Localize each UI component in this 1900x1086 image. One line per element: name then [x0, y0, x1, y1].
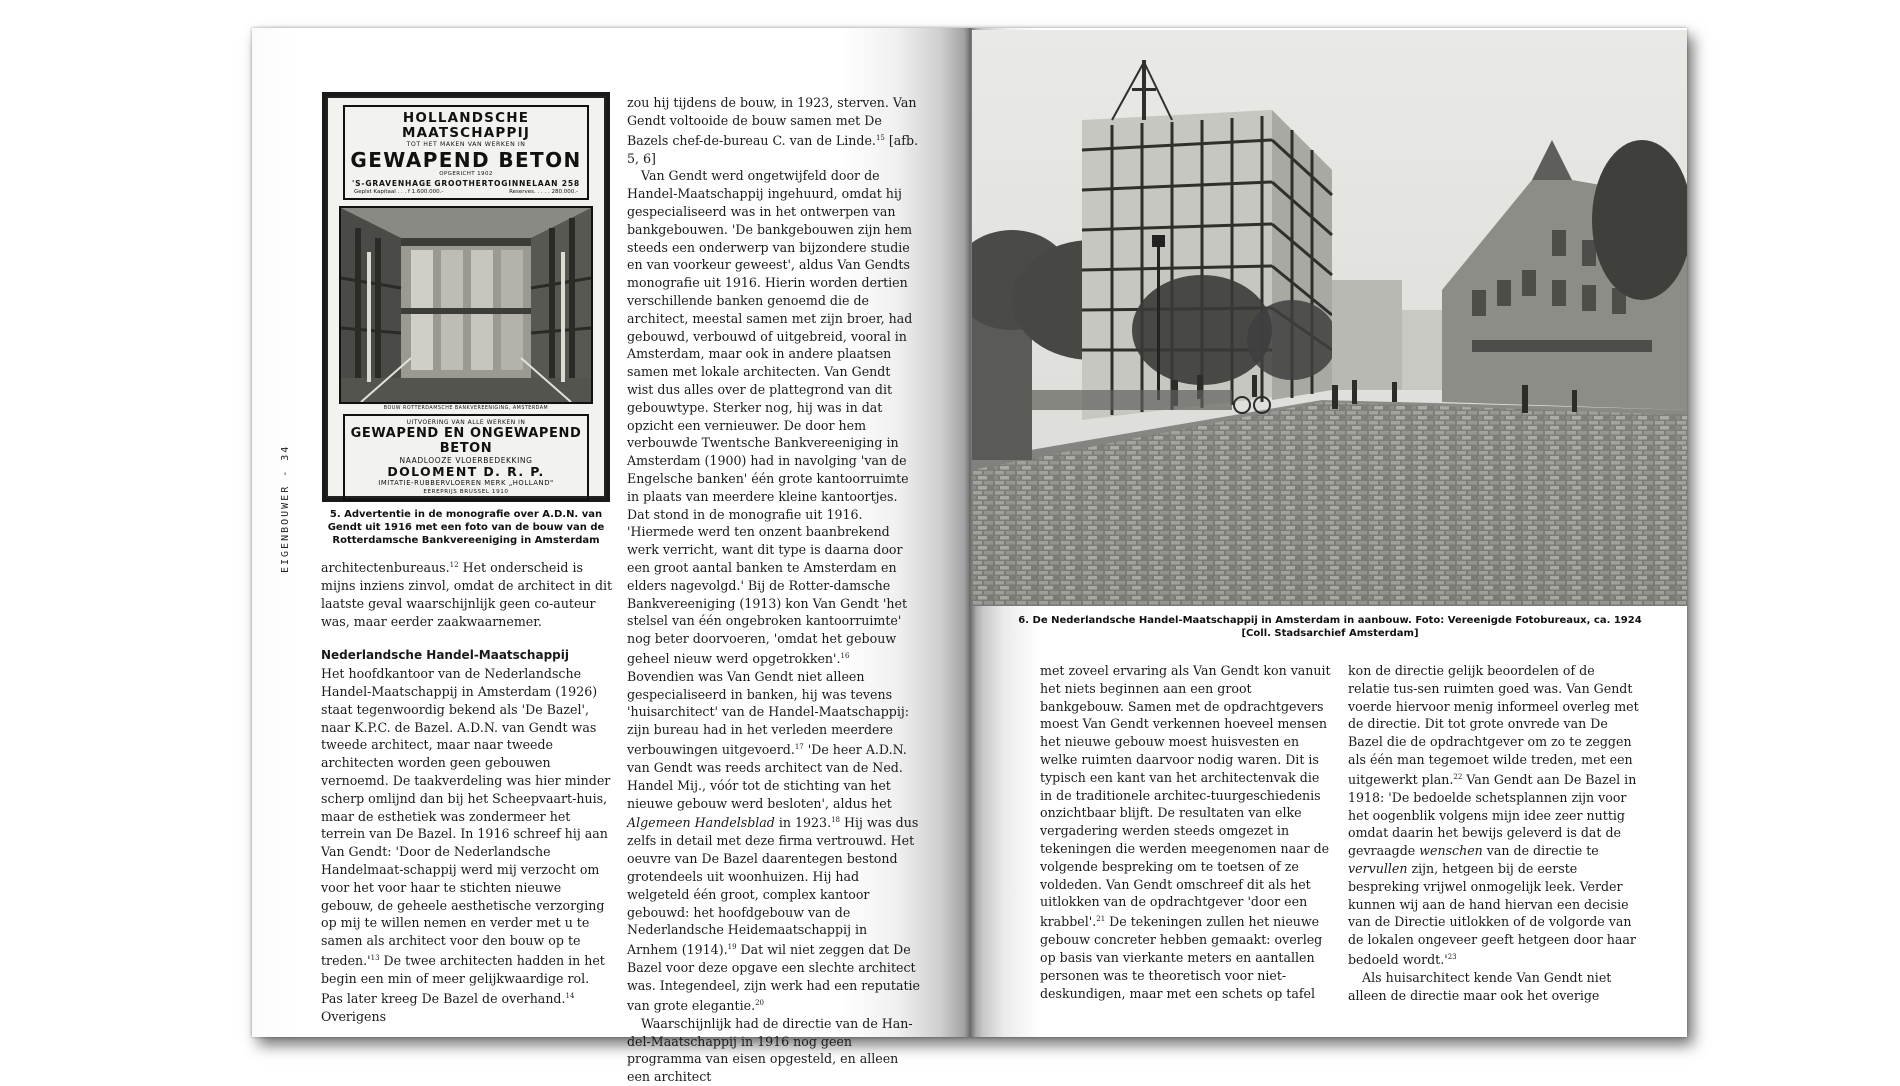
footnote-ref: 22	[1453, 772, 1463, 781]
figure-6-caption	[980, 614, 1680, 640]
left-column-1	[321, 557, 613, 1025]
paragraph: Waarschijnlijk had de directie van de Han-del-Maatschappij in 1916 nog geen programma van eisen opgesteld, en alleen een architect	[627, 1015, 913, 1085]
advert-city: 'S-GRAVENHAGE	[352, 179, 432, 188]
footnote-ref: 13	[370, 953, 380, 962]
italic-word: wenschen	[1419, 843, 1483, 859]
footnote-ref: 20	[755, 998, 764, 1007]
paragraph: kon de directie gelijk beoordelen of de relatie tus-sen ruimten goed was. Van Gendt voerde hiervoor menig informeel overleg met de directie. Dit tot grote onvrede van De Bazel die de opdrachtgever om zo te zeggen als één man tegemoet wilde treden, met een uitgewerkt plan.$^{22}$ Van Gendt aan De Bazel in 1918: 'De bedoelde schetsplannen zijn voor het oogenblik volgens mijn idee zeer nuttig omdat daarin het bewijs geleverd is dat de gevraagde wenschen van de directie te vervullen zijn, hetgeen bij de eerste bespreking vrijwel onmogelijk leek. Verder kunnen wij aan de hand hiervan een decisie van de Directie uitlokken of de volgorde van de lokalen ongeveer geeft hetgeen door haar bedoeld $wordt.'^{23}$	[1348, 663, 1639, 968]
footnote-ref: 15	[875, 133, 885, 142]
figure-6-caption-line-2: [Coll. Stadsarchief Amsterdam]	[1241, 628, 1419, 639]
paragraph: Als huisarchitect kende Van Gendt niet alleen de directie maar ook het overige	[1348, 969, 1612, 1003]
paragraph: architectenbureaus.$^{12}$ Het onderscheid is mijns inziens zinvol, omdat de architect in dit laatste geval waarschijnlijk geen co-auteur was, maar eerder zaakwaarnemer.	[321, 560, 613, 629]
advert-company-name: HOLLANDSCHE MAATSCHAPPIJ	[401, 110, 531, 141]
advert-reserves: Reserves. . . . . 280.000.-	[509, 189, 578, 195]
italic-word: vervullen	[1348, 860, 1408, 876]
advert-main-title: GEWAPEND BETON	[350, 148, 582, 172]
advert-capital: Geplst Kapitaal . . . f 1.600.000.-	[354, 189, 444, 195]
paragraph: Van Gendt werd ongetwijfeld door de Handel-Maatschappij ingehuurd, omdat hij gespecialiseerd was in het ontwerpen van bankgebouwen. 'De bankgebouwen zijn hem steeds een onderwerp van bijzondere studie en van voorkeur geweest', aldus Van Gendts monografie uit 1916. Hierin worden dertien verschillende banken genoemd die de architect, meestal samen met zijn broer, had gebouwd, verbouwd of uitgebreid, vooral in Amsterdam, maar ook in andere plaatsen samen met lokale architecten. Van Gendt wist dus alles over de plattegrond van dit gebouwtype. Sterker nog, hij was in dat opzicht een vernieuwer. De door hem verbouwde Twentsche Bankvereeniging in Amsterdam (1900) had in navolging 'van de Engelsche banken' één grote kantoorruimte in plaats van meerdere kleine kantoortjes. Dat stond in de monografie uit 1916. 'Hiermede werd ten onzent baanbrekend werk verricht, want dit type is daarna door een groot aantal banken te Amsterdam en elders nagevolgd.' Bij de Rotter-damsche Bankvereeniging (1913) kon Van Gendt 'het stelsel van één ongebroken kantoorruimte' nog beter doorvoeren, 'omdat het gebouw geheel nieuw werd opgetrokken'.$^{16}$ Bovendien was Van Gendt niet alleen gespecialiseerd in banken, hij was tevens 'huisarchitect' van de Handel-Maatschappij: zijn bureau had in het verleden meerdere verbouwingen uitgevoerd.$^{17}$ 'De heer A.D.N. van Gendt was reeds architect van de Ned. Handel Mij., vóór tot de stichting van het nieuwe gebouw werd besloten', aldus het Algemeen Handelsblad in 1923.18 Hij was dus zelfs in detail met deze firma vertrouwd. Het oeuvre van De Bazel daarentegen bestond grotendeels uit woonhuizen. Hij had welgeteld één groot, complex kantoor gebouwd: het hoofdgebouw van de Nederlandsche Heidemaatschappij in Arnhem (1914).$^{19}$ Dat wil niet zeggen dat De Bazel voor deze opgave een slechte architect was. Integendeel, zijn werk had een reputatie van grote elegantie.$^{20}$	[627, 168, 921, 1013]
advert-services-doloment: DOLOMENT D. R. P.	[387, 464, 545, 479]
footnote-ref: 16	[840, 651, 850, 660]
footnote-ref: 17	[794, 743, 804, 752]
italic-title: Algemeen Handelsblad	[627, 815, 775, 831]
advert-services-floor: NAADLOOZE VLOERBEDEKKING	[399, 456, 533, 465]
figure-6-photo	[972, 30, 1687, 606]
advert-services-title: GEWAPEND EN ONGEWAPEND BETON	[350, 426, 582, 456]
footnote-ref: 14	[565, 991, 575, 1000]
paragraph: Het hoofdkantoor van de Nederlandsche Handel-Maatschappij in Amsterdam (1926) staat tegenwoordig bekend als 'De Bazel', naar K.P.C. de Bazel. A.D.N. van Gendt was tweede architect, maar naar tweede architecten worden geen gebouwen vernoemd. De taakverdeling was hier minder scherp omlijnd dan bij het Scheepvaart-huis, maar de esthetiek was zondermeer het terrein van De Bazel. In 1916 schreef hij aan Van Gendt: 'Door de Nederlandsche Handelmaat-schappij werd mij verzocht om voor het voor haar te stichten nieuwe gebouw, de geheele aesthetische verzorging op mij te willen nemen en verder met u te samen als architect voor den bouw op te $treden.'^{13}$ De twee architecten hadden in het begin een min of meer gelijkwaardige rol. Pas later kreeg De Bazel de overhand.$^{14}$ Overigens	[321, 666, 611, 1024]
right-column-2	[1348, 662, 1640, 1005]
paragraph: met zoveel ervaring als Van Gendt kon vanuit het niets beginnen aan een groot bankgebouw. Samen met de opdrachtgevers moest Van Gendt verkennen hoeveel mensen het nieuwe gebouw moest huisvesten en welke ruimten daarvoor nodig waren. Dit is typisch een kant van het architectenvak die in de traditionele architec-tuurgeschiedenis onzichtbaar blijft. De resultaten van elke vergadering werden steeds omgezet in tekeningen die werden meegenomen naar de volgende bespreking om te toetsen of ze voldeden. Van Gendt omschreef dit als het uitlokken van de opdrachtgever 'door een krabbel'.$^{21}$ De tekeningen zullen het nieuwe gebouw concreter hebben gemaakt: overleg op basis van vierkante meters en aantallen personen was te theoretisch voor niet-deskundigen, maar met een schets op tafel	[1040, 663, 1331, 1001]
advert-services-box	[343, 414, 589, 501]
advert-photo-caption: BOUW ROTTERDAMSCHE BANKVEREENIGING, AMSTERDAM	[383, 406, 549, 411]
running-head: EIGENBOUWER - 34	[280, 444, 291, 573]
figure-6-caption-line-1: 6. De Nederlandsche Handel-Maatschappij in Amsterdam in aanbouw. Foto: Vereenigde Fotobureaux, ca. 1924	[1018, 615, 1642, 626]
footnote-ref: 12	[449, 561, 459, 569]
paragraph: zou hij tijdens de bouw, in 1923, sterven. Van Gendt voltooide de bouw samen met De Bazels chef-de-bureau C. van de Linde.$^{15}$ [afb. 5, 6]	[627, 95, 919, 166]
advert-header-box	[343, 105, 589, 200]
footnote-ref: 21	[1096, 915, 1106, 924]
advert-construction-photo	[339, 206, 593, 404]
footnote-ref: 18	[831, 816, 840, 825]
footnote-ref: 23	[1447, 952, 1457, 961]
advert-services-prize: EEREPRIJS BRUSSEL 1910	[423, 489, 509, 495]
advert-services-rubber: IMITATIE-RUBBERVLOEREN MERK „HOLLAND"	[378, 479, 554, 487]
left-column-2	[627, 94, 920, 1086]
figure-5-caption: 5. Advertentie in de monografie over A.D.N. van Gendt uit 1916 met een foto van de bouw van de Rotterdamsche Bankvereeniging in Amsterdam	[327, 509, 605, 546]
advert-subtitle: TOT HET MAKEN VAN WERKEN IN	[406, 141, 526, 148]
advert-address: GROOTHERTOGINNELAAN 258	[434, 179, 580, 188]
advert-services-intro: UITVOERING VAN ALLE WERKEN IN	[406, 419, 526, 426]
figure-5-advertisement	[322, 92, 610, 502]
right-column-1	[1040, 662, 1332, 1002]
advert-founded: OPGERICHT 1902	[439, 171, 493, 177]
footnote-ref: 19	[727, 943, 737, 952]
section-heading: Nederlandsche Handel-Maatschappij	[321, 648, 569, 663]
